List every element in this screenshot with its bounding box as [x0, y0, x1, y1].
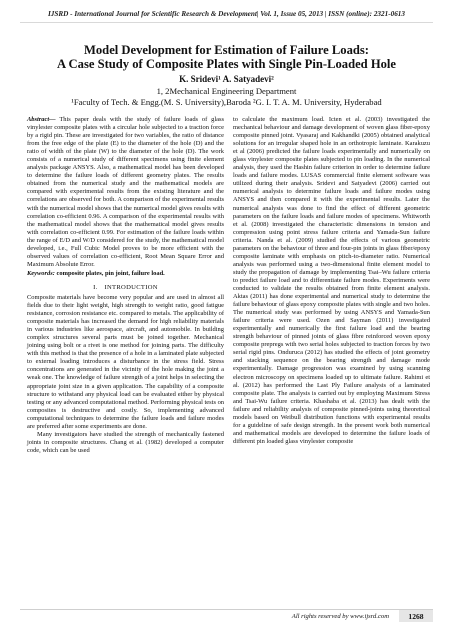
keywords-text: composite plates, pin joint, failure load.	[54, 269, 165, 277]
right-column-text: to calculate the maximum load. Icten et al. (2003) investigated the mechanical behaviour and damage development of woven glass fiber-epoxy composite pinned joint. Vyasaraj and Kakhandki (2005) obtained analytical solutions for an irregular shaped hole in an orthotropic laminate. Karakuzu et al (2006) predicted the failure loads experimentally and numerically on glass vinylester composite plates subjected to pin loading. In the numerical analysis, they used the Hashin failure criterion in order to determine failure loads and failure modes. LUSAS commercial finite element software was utilized during their analysis. Sridevi and Satyadevi (2006) carried out numerical analysis to determine failure loads and failure modes using ANSYS and then compared it with the experimental results. Later the numerical analysis was done to find the effect of different geometric parameters on the failure loads and failure modes of specimens. Whitworth et al. (2008) investigated the characteristic dimensions in tension and compression using point stress failure criteria and Yamada-Sun failure criteria. Nanda et al. (2009) studied the effects of various geometric parameters on the behaviour of three and four-pin joints in glass fiber/epoxy composite laminate with emphasis on pitch-to-diameter ratio. Numerical analysis was performed using a two-dimensional finite element model to study the propagation of damage by implementing Tsai–Wu failure criteria to predict failure load and to differentiate failure modes. Experiments were conducted to validate the results obtained from finite element analysis. Aktas (2011) has done experimental and numerical study to determine the failure behaviour of glass epoxy composite plates with single and two holes. The numerical study was performed by using ANSYS and Yamada-Sun failure criteria were used. Ozen and Sayman (2011) investigated experimentally and numerically the first failure load and the bearing strength behaviour of pinned joints of glass fibre reinforced woven epoxy composite prepregs with two serial holes subjected to traction forces by two serial rigid pins. Onduruca (2012) has studied the effects of joint geometry and stacking sequence on the bearing strength and damage mode experimentally. Damage progression was examined by using scanning electron microscopy on specimens loaded up to ultimate failure. Rahimi et al. (2012) has performed the Last Ply Failure analysis of a laminated composite plate. The analysis is carried out by employing Maximum Stress and Tsai-Wu failure criteria. Khashaba et al. (2013) has dealt with the failure and reliability analysis of composite pinned-joints using theoretical models based on Weibull distribution functions with experimental results for a guideline of safe design strength. In the present work both numerical and mathematical models are developed to determine the failure loads of different pin loaded glass vinylester composite	[233, 116, 430, 445]
authors: K. Sridevi¹ A. Satyadevi²	[179, 74, 274, 84]
title-line-2: A Case Study of Composite Plates with Single Pin-Loaded Hole	[57, 57, 396, 71]
footer-rights: All rights reserved by www.ijsrd.com	[291, 613, 389, 620]
intro-paragraph-1: Composite materials have become very popular and are used in almost all fields due to their light weight, high strength to weight ratio, good fatigue resistance, corrosion resistance etc. compared to metals. The applicability of composite materials has increased the demand for high reliability materials in various industries like aerospace, aircraft, and automobile. In building complex structures several parts must be joined together. Mechanical joining using bolt or a rivet is one method for joining parts. The difficulty with this method is that the presence of a hole in a laminated plate subjected to external loading introduces a disturbance in the stress field. Stress concentrations are generated in the vicinity of the hole making the joint a weak one. The knowledge of failure strength of a joint helps in selecting the appropriate joint size in a given application. The capability of a composite structure to withstand any physical load can be evaluated either by physical testing or any advanced computational method. Performing physical tests on composites is destructive and costly. So, implementing advanced computational techniques to determine the failure loads and failure modes are preferred after some experiments are done.	[27, 293, 225, 430]
paper-title	[20, 43, 433, 71]
journal-header: IJSRD - International Journal for Scientific Research & Development| Vol. 1, Issue 05, 2013 | ISSN (online): 2321-0613	[48, 10, 405, 18]
header-divider	[20, 22, 433, 23]
keywords	[27, 270, 224, 278]
keywords-label: Keywords:	[27, 269, 55, 277]
left-column	[27, 116, 224, 455]
intro-paragraph-2: Many investigators have studied the strength of mechanically fastened joints in composite structures. Chang et al. (1982) developed a computer code, which can be used	[27, 430, 224, 454]
department: 1, 2Mechanical Engineering Department	[156, 86, 297, 96]
right-column	[233, 116, 430, 446]
page-number: 1268	[399, 610, 433, 622]
affiliation: ¹Faculty of Tech. & Engg.(M. S. University),Baroda ²G. I. T. A. M. University, Hyderabad	[71, 97, 382, 107]
abstract-label: Abstract—	[27, 116, 56, 123]
section-heading-introduction: I. INTRODUCTION	[93, 283, 158, 291]
footer-divider	[20, 609, 433, 610]
abstract-text: This paper deals with the study of failure loads of glass vinylester composite plates with a circular hole subjected to a traction force by a rigid pin. These are investigated for two variables, the ratio of distance from the free edge of the plate (E) to the diameter of the hole (D) and the ratio of width of the plate (W) to the diameter of the hole (D). The work consists of a numerical study of different specimens using finite element analysis package ANSYS. Also, a mathematical model has been developed to determine the failure loads of different geometry plates. The results obtained from the numerical study and the mathematical models are compared with experimental results from the existing literature and the correlations are observed for both. A comparison of the experimental results with the numerical model shows that the numerical model gives results with correlation co-efficient 0.96. A comparison of the experimental results with the mathematical model shows that the mathematical model gives results with correlation co-efficient 0.99. For estimation of the failure loads within the range of E/D and W/D considered for the study, the mathematical model developed, i.e., Full Cubic Model proves to be more efficient with the observed values of correlation co-efficient, Root Mean Square Error and Maximum Absolute Error.	[27, 116, 224, 268]
abstract	[27, 116, 224, 269]
title-line-1: Model Development for Estimation of Failure Loads:	[84, 43, 369, 57]
